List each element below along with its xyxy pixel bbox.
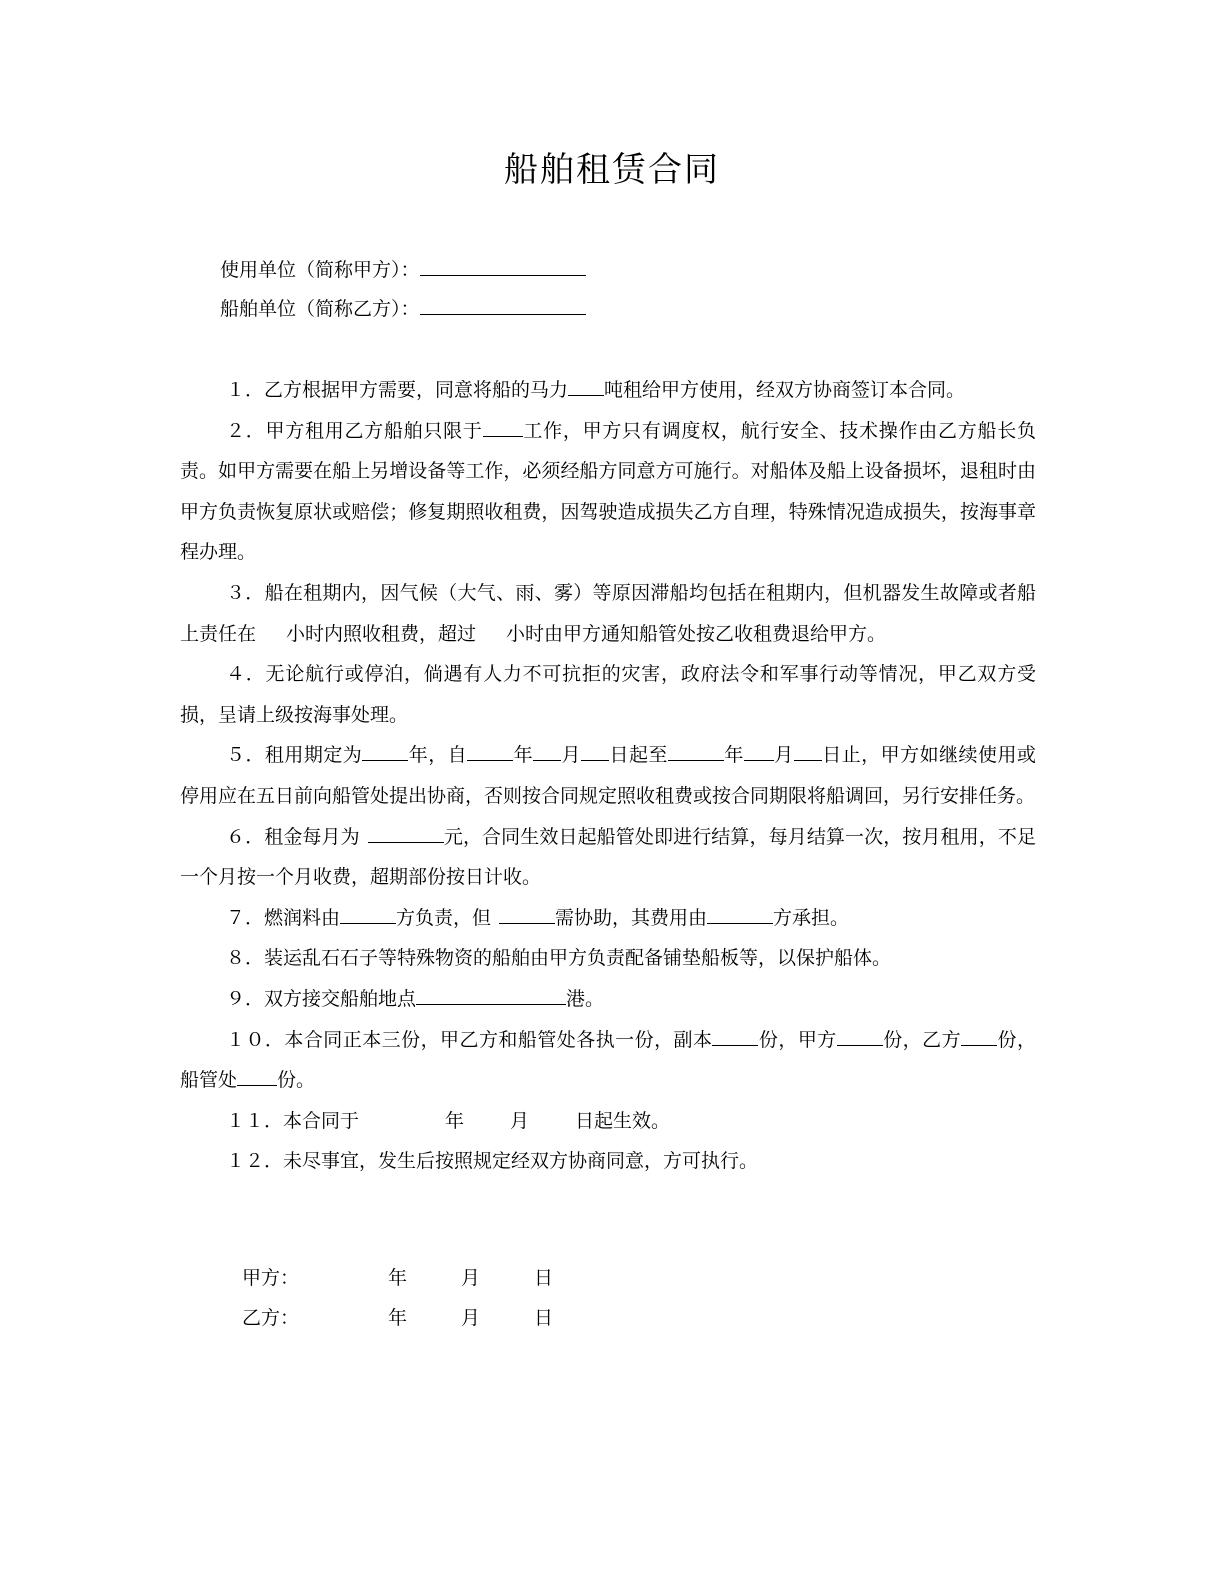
clause-6 [180, 817, 1036, 898]
clause-text: 方承担。 [773, 906, 850, 929]
signature-day: 日 [534, 1267, 554, 1289]
clause-text: 小时内照收租费，超过 [286, 622, 477, 645]
end-month-blank[interactable] [744, 739, 774, 761]
clause-text: 日起至 [609, 744, 668, 767]
clause-text: ９．双方接交船舶地点 [226, 987, 417, 1010]
party-a-label: 使用单位（简称甲方）： [220, 259, 420, 281]
document-title: 船舶租赁合同 [504, 150, 720, 190]
start-month-blank[interactable] [533, 739, 561, 761]
clause-11 [180, 1101, 1036, 1142]
clause-text: ４．无论航行或停泊，倘遇有人力不可抗拒的灾害，政府法令和军事行动等情况，甲乙双方受损，呈请上级按海事处理。 [180, 663, 1036, 726]
clause-text: 日起生效。 [575, 1109, 671, 1132]
clause-4 [180, 654, 1036, 735]
signature-day: 日 [534, 1307, 554, 1329]
clause-text: 元，合同生效日起船管处即进行结算，每月结算一次，按月租用，不足一个月按一个月收费，超期部份按日计收。 [180, 825, 1036, 889]
clause-text: 年 [445, 1109, 465, 1132]
clause-text: ２．甲方租用乙方船舶只限于 [226, 419, 483, 442]
clause-1 [180, 370, 1036, 411]
copies-blank[interactable] [712, 1024, 758, 1046]
party-b-copies-blank[interactable] [961, 1024, 997, 1046]
assist-party-blank[interactable] [499, 902, 555, 924]
signature-year: 年 [388, 1267, 408, 1289]
clause-10 [180, 1020, 1036, 1101]
term-years-blank[interactable] [362, 739, 408, 761]
clause-12 [180, 1141, 1036, 1182]
signature-year: 年 [388, 1307, 408, 1329]
clause-7 [180, 898, 1036, 939]
clause-2 [180, 411, 1036, 573]
signature-party-b-label: 乙方： [242, 1307, 300, 1329]
clause-text: 吨租给甲方使用，经双方协商签订本合同。 [604, 379, 966, 401]
clause-text: １２．未尽事宜，发生后按照规定经双方协商同意，方可执行。 [226, 1150, 759, 1173]
party-b-blank[interactable] [420, 293, 586, 315]
horsepower-blank[interactable] [568, 374, 604, 396]
clause-text: ３．船在租期内，因气候（大气、雨、雾）等原因滞船均包括在租期内，但机器发生故障或者船上责任在 [180, 581, 1036, 645]
clause-text: 港。 [566, 987, 605, 1010]
clause-text: ７．燃润料由 [226, 906, 341, 929]
clause-text: 年 [723, 744, 744, 767]
party-b-label: 船舶单位（简称乙方）： [220, 298, 420, 320]
end-day-blank[interactable] [794, 739, 822, 761]
clause-3 [180, 573, 1036, 654]
party-b-line [220, 293, 586, 324]
fuel-party-blank[interactable] [340, 902, 396, 924]
clause-text: 需协助，其费用由 [555, 906, 708, 929]
clause-text: 工作，甲方只有调度权，航行安全、技术操作由乙方船长负责。如甲方需要在船上另增设备等工作，必须经船方同意方可施行。对船体及船上设备损坏，退租时由甲方负责恢复原状或赔偿；修复期照收租费，因驾驶造成损失乙方自理，特殊情况造成损失，按海事章程办理。 [180, 419, 1036, 564]
clause-text: 方负责，但 [396, 906, 492, 929]
clause-5 [180, 735, 1036, 816]
clause-text: 月 [510, 1109, 530, 1132]
clause-text: 日止，甲方如继续使用或停用应在五日前向船管处提出协商，否则按合同规定照收租费或按合同期限将船调回，另行安排任务。 [180, 744, 1036, 807]
work-scope-blank[interactable] [483, 415, 523, 437]
clause-9 [180, 979, 1036, 1020]
start-day-blank[interactable] [581, 739, 609, 761]
party-a-blank[interactable] [420, 254, 586, 276]
signature-party-b [242, 1303, 553, 1333]
signature-party-a [242, 1263, 553, 1293]
clause-text: ８．装运乱石石子等特殊物资的船舶由甲方负责配备铺垫船板等，以保护船体。 [226, 947, 892, 970]
party-a-line [220, 254, 586, 285]
clause-text: 年 [513, 744, 534, 767]
monthly-rent-blank[interactable] [368, 821, 444, 843]
clause-text: 份，船管处 [180, 1028, 1036, 1092]
clause-text: ６．租金每月为 [226, 825, 360, 848]
signature-month: 月 [461, 1267, 481, 1289]
clause-text: ５．租用期定为 [226, 744, 363, 767]
clause-text: １．乙方根据甲方需要，同意将船的马力 [226, 379, 569, 401]
signature-month: 月 [461, 1307, 481, 1329]
clause-8 [180, 938, 1036, 979]
signature-party-a-label: 甲方： [242, 1267, 300, 1289]
clause-text: 小时由甲方通知船管处按乙收租费退给甲方。 [506, 622, 887, 645]
clause-text: 月 [773, 744, 794, 767]
cost-party-blank[interactable] [707, 902, 773, 924]
clause-text: １１．本合同于 [226, 1109, 360, 1132]
clause-text: １０．本合同正本三份，甲乙方和船管处各执一份，副本 [226, 1028, 713, 1051]
party-a-copies-blank[interactable] [837, 1024, 883, 1046]
office-copies-blank[interactable] [237, 1064, 277, 1086]
clauses-section [180, 370, 1036, 1182]
start-year-blank[interactable] [467, 739, 513, 761]
clause-text: 份，甲方 [758, 1028, 837, 1051]
clause-text: 月 [561, 744, 582, 767]
clause-text: 份，乙方 [882, 1028, 962, 1051]
end-year-blank[interactable] [668, 739, 724, 761]
clause-text: 年，自 [408, 744, 468, 767]
handover-port-blank[interactable] [416, 983, 566, 1005]
clause-text: 份。 [277, 1069, 316, 1092]
